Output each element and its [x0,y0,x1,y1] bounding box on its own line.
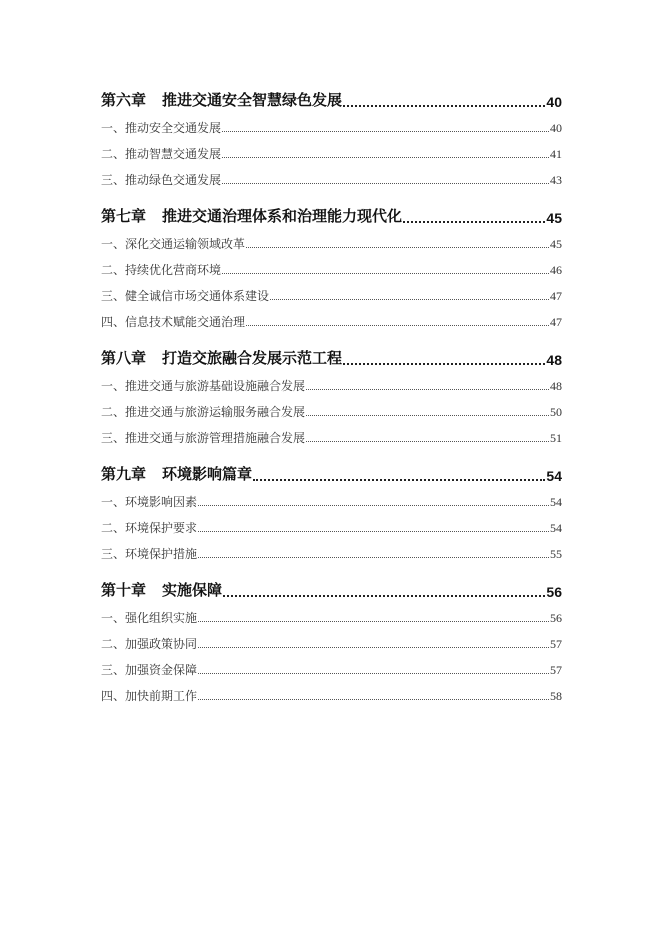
chapter-title: 实施保障 [162,581,223,599]
section-title: 二、持续优化营商环境 [101,263,222,277]
chapter-number: 第十章 [101,581,147,599]
toc-entry[interactable] [101,428,562,446]
section-title: 三、加强资金保障 [101,663,198,677]
section-title: 一、环境影响因素 [101,495,198,509]
toc-entry[interactable] [101,170,562,188]
dot-leader [222,183,549,184]
section-title: 二、推动智慧交通发展 [101,147,222,161]
chapter-title: 环境影响篇章 [162,465,253,483]
dot-leader [403,221,545,223]
dot-leader [270,299,549,300]
section-title: 一、推进交通与旅游基础设施融合发展 [101,379,306,393]
chapter-number: 第七章 [101,207,147,225]
dot-leader [343,363,545,365]
dot-leader [306,441,549,442]
chapter-title: 推进交通治理体系和治理能力现代化 [162,207,403,225]
dot-leader [246,325,549,326]
dot-leader [246,247,549,248]
section-page-number: 45 [550,237,562,251]
toc-entry[interactable] [101,608,562,626]
section-page-number: 48 [550,379,562,393]
chapter-number: 第八章 [101,349,147,367]
toc-entry[interactable] [101,234,562,252]
dot-leader [198,673,549,674]
chapter-title: 打造交旅融合发展示范工程 [162,349,343,367]
toc-chapter[interactable] [101,576,562,600]
section-page-number: 40 [550,121,562,135]
toc-entry[interactable] [101,518,562,536]
dot-leader [198,505,549,506]
chapter-title: 推进交通安全智慧绿色发展 [162,91,343,109]
toc-entry[interactable] [101,402,562,420]
dot-leader [198,621,549,622]
section-page-number: 47 [550,289,562,303]
chapter-page-number: 54 [546,468,562,484]
section-title: 一、深化交通运输领域改革 [101,237,246,251]
toc-entry[interactable] [101,492,562,510]
section-title: 四、信息技术赋能交通治理 [101,315,246,329]
section-title: 一、强化组织实施 [101,611,198,625]
toc-entry[interactable] [101,312,562,330]
section-title: 二、推进交通与旅游运输服务融合发展 [101,405,306,419]
toc-entry[interactable] [101,376,562,394]
toc-entry[interactable] [101,118,562,136]
section-title: 一、推动安全交通发展 [101,121,222,135]
section-page-number: 54 [550,495,562,509]
toc-entry[interactable] [101,686,562,704]
dot-leader [343,105,545,107]
section-title: 三、推动绿色交通发展 [101,173,222,187]
toc-entry[interactable] [101,144,562,162]
chapter-number: 第六章 [101,91,147,109]
table-of-contents [101,86,562,712]
section-title: 四、加快前期工作 [101,689,198,703]
toc-entry[interactable] [101,660,562,678]
section-page-number: 57 [550,637,562,651]
toc-entry[interactable] [101,544,562,562]
section-page-number: 43 [550,173,562,187]
toc-chapter[interactable] [101,86,562,110]
toc-entry[interactable] [101,286,562,304]
dot-leader [198,647,549,648]
toc-entry[interactable] [101,260,562,278]
section-page-number: 55 [550,547,562,561]
chapter-page-number: 48 [546,352,562,368]
section-page-number: 58 [550,689,562,703]
dot-leader [222,273,549,274]
section-page-number: 46 [550,263,562,277]
chapter-page-number: 45 [546,210,562,226]
section-title: 三、推进交通与旅游管理措施融合发展 [101,431,306,445]
toc-chapter[interactable] [101,344,562,368]
section-page-number: 56 [550,611,562,625]
dot-leader [198,531,549,532]
dot-leader [222,157,549,158]
section-page-number: 47 [550,315,562,329]
dot-leader [223,595,545,597]
chapter-page-number: 40 [546,94,562,110]
dot-leader [222,131,549,132]
dot-leader [306,415,549,416]
section-title: 二、加强政策协同 [101,637,198,651]
section-page-number: 54 [550,521,562,535]
toc-chapter[interactable] [101,460,562,484]
section-page-number: 51 [550,431,562,445]
toc-entry[interactable] [101,634,562,652]
dot-leader [198,699,549,700]
chapter-page-number: 56 [546,584,562,600]
section-page-number: 50 [550,405,562,419]
chapter-number: 第九章 [101,465,147,483]
section-title: 三、环境保护措施 [101,547,198,561]
dot-leader [198,557,549,558]
section-page-number: 41 [550,147,562,161]
section-title: 二、环境保护要求 [101,521,198,535]
toc-chapter[interactable] [101,202,562,226]
dot-leader [253,479,545,481]
section-page-number: 57 [550,663,562,677]
section-title: 三、健全诚信市场交通体系建设 [101,289,270,303]
dot-leader [306,389,549,390]
